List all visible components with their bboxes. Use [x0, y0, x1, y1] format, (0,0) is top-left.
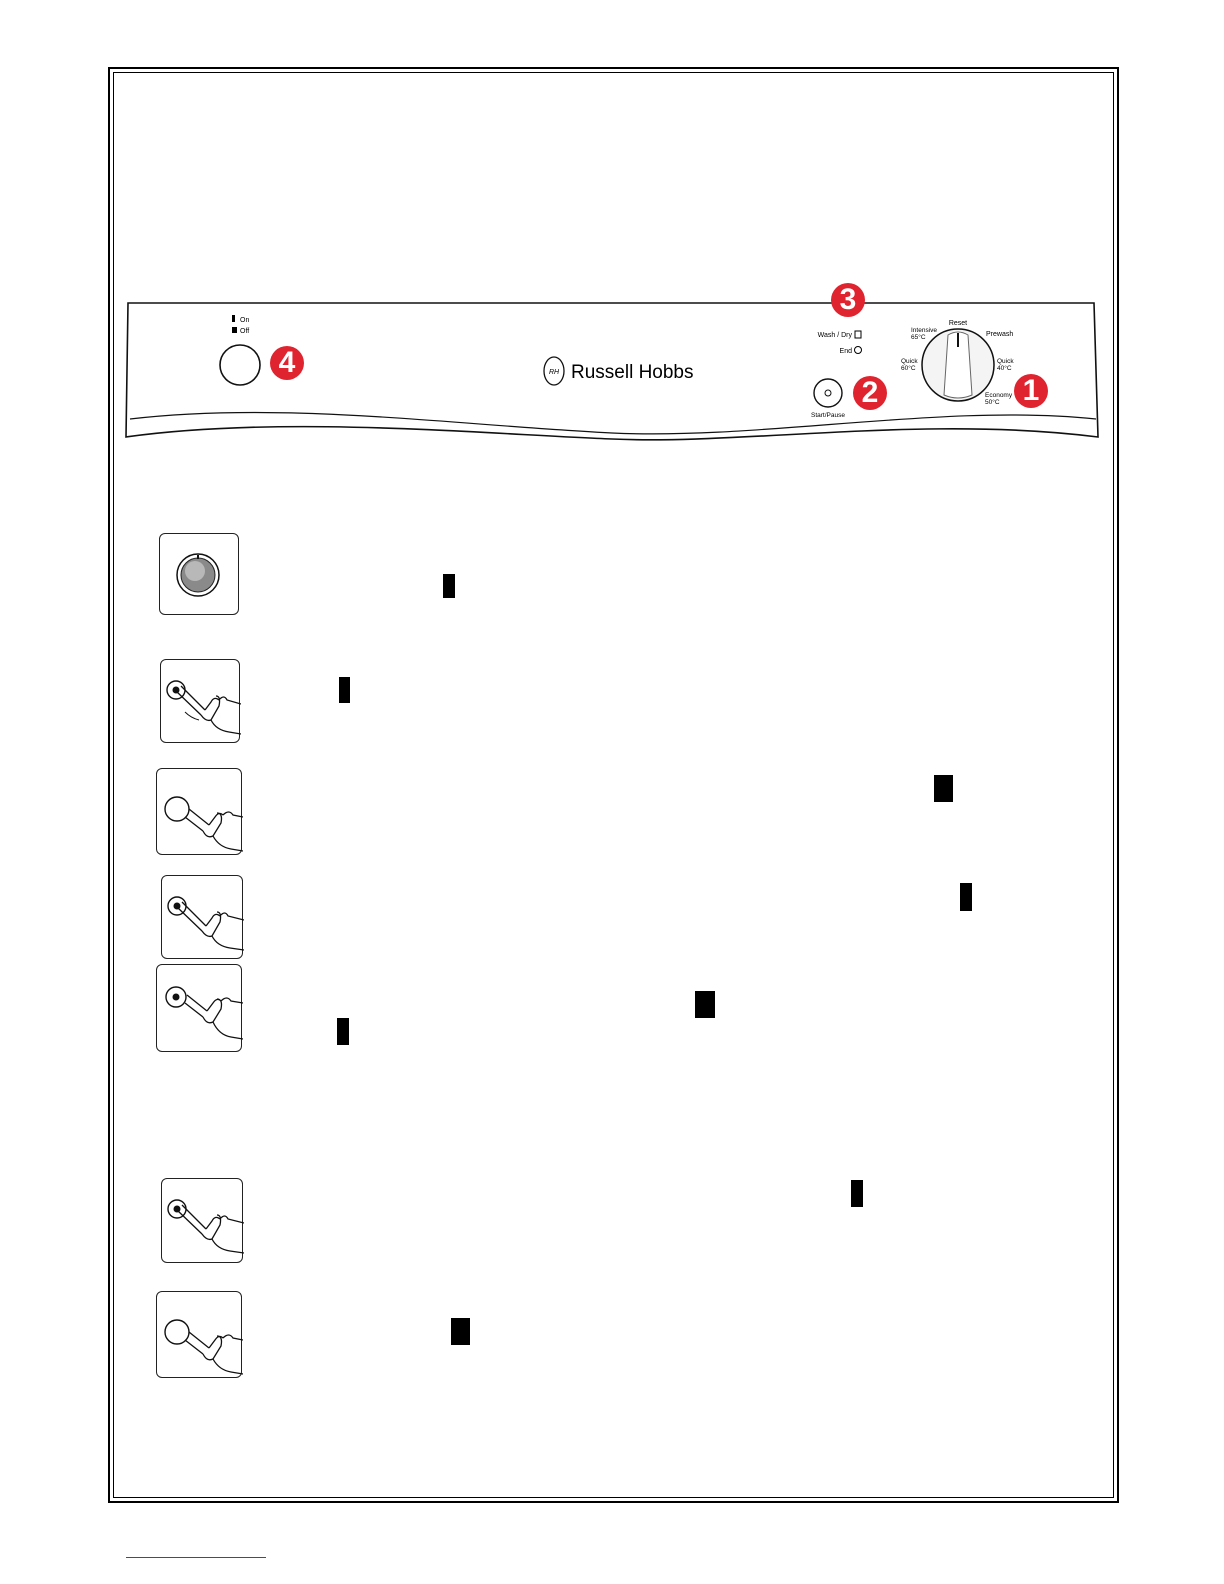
dial-label-economy-temp: 50°C — [985, 399, 1000, 406]
dial-label-quick40-temp: 40°C — [997, 365, 1012, 372]
power-button[interactable] — [220, 345, 260, 385]
badge-dial: 1 — [1014, 374, 1048, 408]
footer-link-underline[interactable] — [126, 1557, 266, 1558]
end-label: End — [839, 348, 852, 355]
step-3-marker — [934, 775, 953, 802]
power-off-indicator — [232, 327, 237, 333]
page-border-inner — [113, 72, 1114, 1498]
step-5-press-lit-icon — [156, 964, 242, 1052]
step-4-marker — [960, 883, 972, 911]
power-on-indicator — [232, 315, 235, 322]
dial-label-intensive: Intensive — [911, 327, 938, 334]
dial-label-economy: Economy — [985, 392, 1013, 399]
dial-label-reset: Reset — [948, 320, 968, 327]
dial-label-quick60: Quick — [901, 358, 918, 365]
dial-label-quick40: Quick — [997, 358, 1014, 365]
brand-monogram: RH — [548, 369, 560, 376]
badge-indicators: 3 — [831, 283, 865, 317]
step-4-press-icon — [161, 875, 243, 959]
start-pause-label: Start/Pause — [811, 412, 845, 419]
dial-label-intensive-temp: 65°C — [911, 334, 926, 341]
step-6-press-icon — [161, 1178, 243, 1263]
dial-label-quick60-temp: 60°C — [901, 365, 916, 372]
step-7-marker — [451, 1318, 470, 1345]
start-pause-button[interactable] — [814, 379, 842, 407]
step-1-dial-icon — [159, 533, 239, 615]
power-on-label: On — [240, 317, 250, 324]
step-1-marker — [443, 574, 455, 598]
step-5-marker-a — [695, 991, 715, 1018]
program-dial[interactable] — [922, 329, 994, 401]
step-6-marker — [851, 1180, 863, 1207]
step-5-marker-b — [337, 1018, 349, 1045]
wash-dry-label: Wash / Dry — [817, 332, 852, 339]
step-3-press-icon — [156, 768, 242, 855]
power-off-label: Off — [240, 328, 250, 335]
step-2-press-icon — [160, 659, 240, 743]
dial-label-prewash: Prewash — [986, 331, 1014, 338]
badge-power: 4 — [270, 346, 304, 380]
step-2-marker — [339, 677, 350, 703]
brand-name: Russell Hobbs — [571, 362, 694, 383]
step-7-press-icon — [156, 1291, 242, 1378]
badge-start: 2 — [853, 376, 887, 410]
